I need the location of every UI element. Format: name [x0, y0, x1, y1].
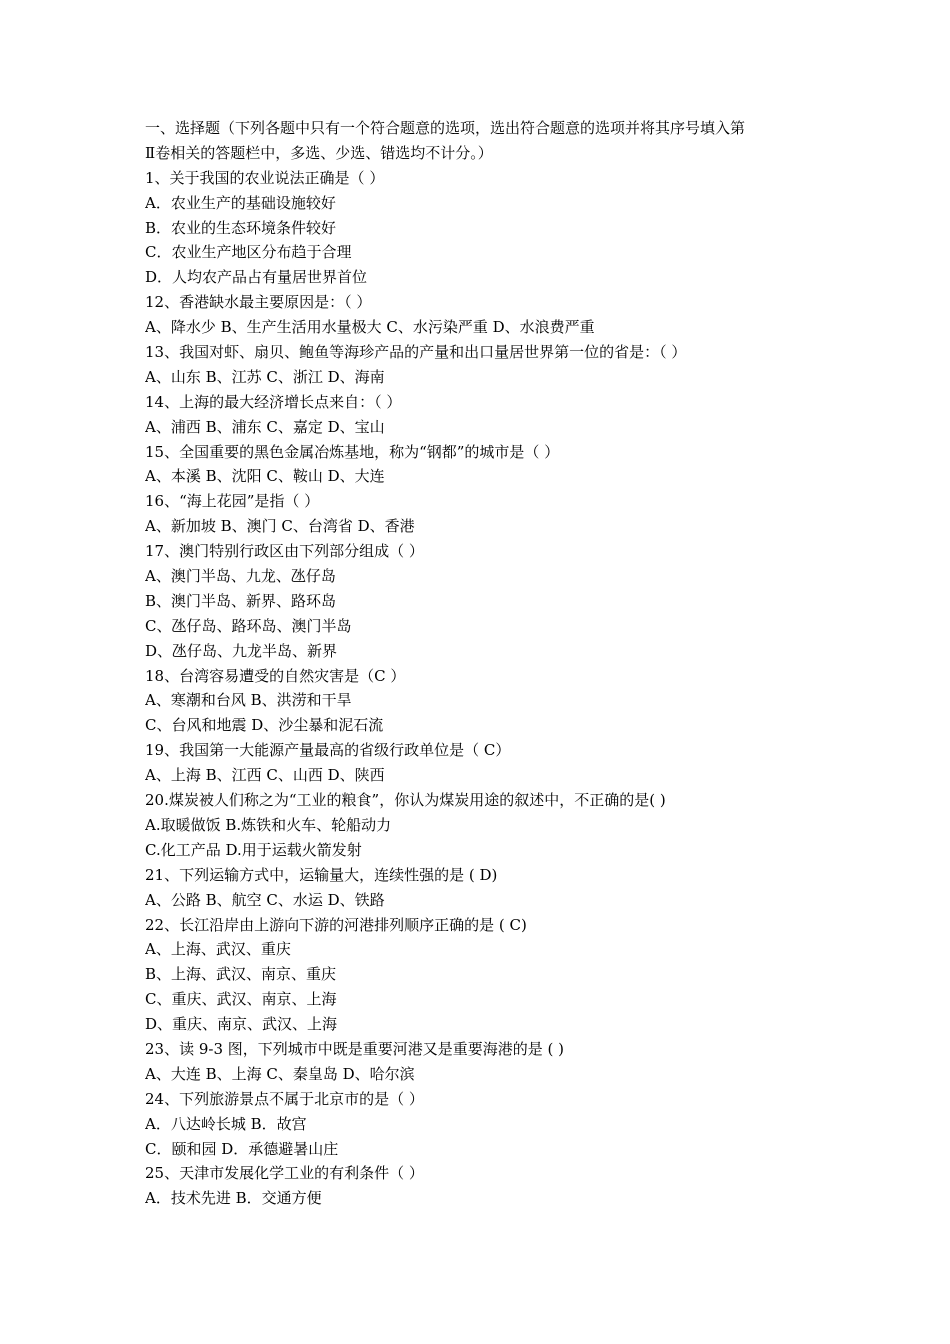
document-body	[145, 116, 825, 1211]
question-22: 22、长江沿岸由上游向下游的河港排列顺序正确的是 ( C)	[145, 915, 527, 934]
question-15-options: A、本溪 B、沈阳 C、鞍山 D、大连	[145, 467, 385, 486]
question-17-option-a: A、澳门半岛、九龙、氹仔岛	[145, 567, 336, 586]
question-13: 13、我国对虾、扇贝、鲍鱼等海珍产品的产量和出口量居世界第一位的省是：（ ）	[145, 343, 687, 362]
question-24-options-ab: A．八达岭长城 B．故宫	[145, 1114, 307, 1133]
question-1-option-c: C．农业生产地区分布趋于合理	[145, 243, 352, 262]
section-heading-line-1: 一、选择题（下列各题中只有一个符合题意的选项，选出符合题意的选项并将其序号填入第	[145, 119, 746, 137]
question-1-option-a: A．农业生产的基础设施较好	[145, 193, 336, 212]
question-21: 21、下列运输方式中，运输量大，连续性强的是 ( D)	[145, 865, 498, 884]
question-20-options-cd: C.化工产品 D.用于运载火箭发射	[145, 840, 362, 859]
question-24-options-cd: C．颐和园 D．承德避暑山庄	[145, 1139, 339, 1158]
question-18-options-ab: A、寒潮和台风 B、洪涝和干旱	[145, 691, 352, 710]
question-14: 14、上海的最大经济增长点来自：（ ）	[145, 392, 402, 411]
question-17-option-d: D、氹仔岛、九龙半岛、新界	[145, 641, 338, 660]
question-19-options: A、上海 B、江西 C、山西 D、陕西	[145, 766, 385, 785]
question-18-options-cd: C、台风和地震 D、沙尘暴和泥石流	[145, 716, 384, 735]
question-17: 17、澳门特别行政区由下列部分组成（ ）	[145, 542, 424, 561]
question-21-options: A、公路 B、航空 C、水运 D、铁路	[145, 890, 385, 909]
question-17-option-b: B、澳门半岛、新界、路环岛	[145, 591, 337, 610]
question-16: 16、“海上花园”是指（ ）	[145, 492, 320, 511]
question-22-option-a: A、上海、武汉、重庆	[145, 940, 291, 959]
question-17-option-c: C、氹仔岛、路环岛、澳门半岛	[145, 616, 352, 635]
question-16-options: A、新加坡 B、澳门 C、台湾省 D、香港	[145, 517, 415, 536]
question-15: 15、全国重要的黑色金属冶炼基地，称为“钢都”的城市是（ ）	[145, 442, 560, 461]
question-13-options: A、山东 B、江苏 C、浙江 D、海南	[145, 367, 385, 386]
question-19: 19、我国第一大能源产量最高的省级行政单位是（ C）	[145, 741, 511, 760]
question-1-option-d: D．人均农产品占有量居世界首位	[145, 268, 368, 287]
section-heading-line-2: Ⅱ卷相关的答题栏中，多选、少选、错选均不计分。）	[145, 143, 493, 162]
question-22-option-d: D、重庆、南京、武汉、上海	[145, 1015, 338, 1034]
question-1-option-b: B．农业的生态环境条件较好	[145, 218, 337, 237]
question-20-options-ab: A.取暖做饭 B.炼铁和火车、轮船动力	[145, 815, 392, 834]
question-20: 20.煤炭被人们称之为“工业的粮食”，你认为煤炭用途的叙述中，不正确的是( )	[145, 791, 666, 810]
question-22-option-b: B、上海、武汉、南京、重庆	[145, 965, 337, 984]
question-18: 18、台湾容易遭受的自然灾害是（C ）	[145, 666, 406, 685]
question-23-options: A、大连 B、上海 C、秦皇岛 D、哈尔滨	[145, 1064, 415, 1083]
question-12-options: A、降水少 B、生产生活用水量极大 C、水污染严重 D、水浪费严重	[145, 318, 595, 337]
question-24: 24、下列旅游景点不属于北京市的是（ ）	[145, 1089, 424, 1108]
question-23: 23、读 9-3 图，下列城市中既是重要河港又是重要海港的是 ( )	[145, 1039, 565, 1058]
question-22-option-c: C、重庆、武汉、南京、上海	[145, 990, 337, 1009]
question-25-options-ab: A．技术先进 B．交通方便	[145, 1189, 322, 1208]
question-25: 25、天津市发展化学工业的有利条件（ ）	[145, 1164, 424, 1183]
question-12: 12、香港缺水最主要原因是：（ ）	[145, 293, 372, 312]
question-1: 1、关于我国的农业说法正确是（ ）	[145, 168, 385, 187]
question-14-options: A、浦西 B、浦东 C、嘉定 D、宝山	[145, 417, 385, 436]
